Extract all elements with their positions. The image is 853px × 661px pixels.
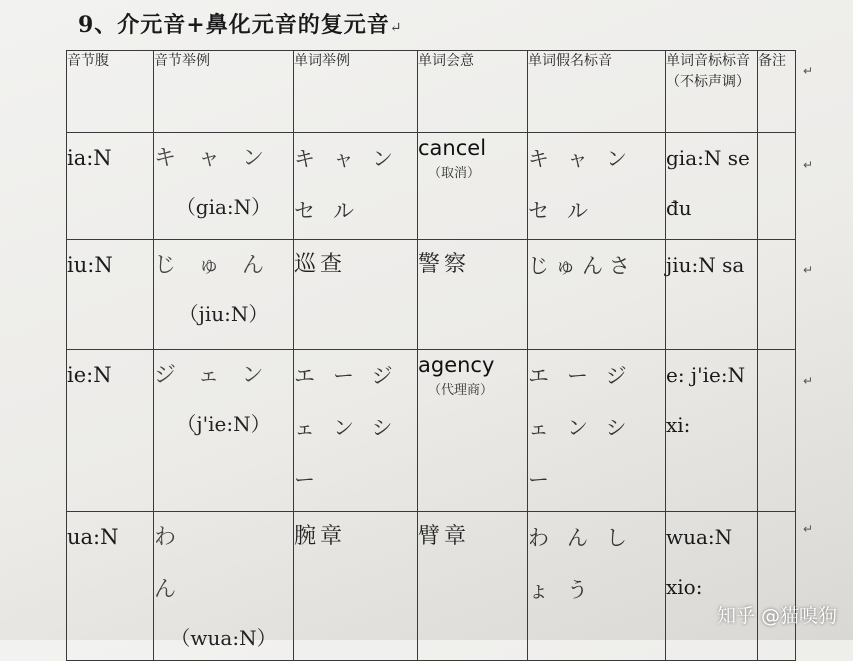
- syllable-kana: じゅん: [154, 253, 287, 278]
- return-mark-icon: ↵: [803, 263, 814, 277]
- phonetic: e: j'ie:N xi:: [666, 350, 758, 512]
- table-header-row: [67, 51, 796, 133]
- return-mark-icon: ↵: [803, 374, 814, 388]
- syllable-roman: （wua:N）: [170, 626, 277, 650]
- phonetic: gia:N se đu: [666, 133, 758, 240]
- note-cell: [758, 133, 796, 240]
- section-heading: [78, 8, 402, 39]
- word-example: 巡查: [294, 240, 418, 350]
- word-meaning: 警察: [418, 240, 528, 350]
- header-note: 备注: [758, 51, 796, 133]
- return-mark-icon: ↵: [803, 522, 814, 536]
- syllable-example: [154, 350, 294, 512]
- section-title: 9、介元音+鼻化元音的复元音: [78, 12, 390, 38]
- meaning-note: （取消）: [428, 166, 481, 181]
- header-syllable-example: 音节举例: [154, 51, 294, 133]
- word-example: 腕章: [294, 512, 418, 661]
- meaning-note: （代理商）: [428, 383, 494, 398]
- syllable-roman: （gia:N）: [175, 195, 272, 219]
- table-row: [67, 240, 796, 350]
- table-row: [67, 133, 796, 240]
- header-word-meaning: 单词会意: [418, 51, 528, 133]
- meaning-text: cancel: [418, 136, 487, 160]
- watermark: 知乎 @猫嗅狗: [716, 605, 837, 627]
- note-cell: [758, 350, 796, 512]
- syllable-table: [66, 50, 796, 661]
- note-cell: [758, 240, 796, 350]
- row-label: iu:N: [67, 240, 154, 350]
- header-kana-reading: 单词假名标音: [528, 51, 666, 133]
- header-word-example: 单词举例: [294, 51, 418, 133]
- kana-reading: じゅんさ: [528, 240, 666, 350]
- meaning-text: agency: [418, 353, 495, 377]
- row-label: ia:N: [67, 133, 154, 240]
- row-label: ua:N: [67, 512, 154, 661]
- word-example: エージェンシー: [294, 350, 418, 512]
- table-row: [67, 512, 796, 661]
- row-label: ie:N: [67, 350, 154, 512]
- syllable-kana: キャン: [154, 146, 287, 171]
- word-meaning: [418, 350, 528, 512]
- header-phonetic: 单词音标标音（不标声调）: [666, 51, 758, 133]
- return-mark-icon: ↵: [803, 158, 814, 172]
- kana-reading: エージェンシー: [528, 350, 666, 512]
- word-meaning: 臂章: [418, 512, 528, 661]
- return-mark-icon: ↵: [389, 20, 403, 36]
- syllable-roman: （j'ie:N）: [176, 412, 271, 436]
- syllable-kana: ジェン: [154, 363, 286, 388]
- word-example: キャンセル: [294, 133, 418, 240]
- syllable-roman: （jiu:N）: [178, 302, 269, 326]
- table-row: [67, 350, 796, 512]
- syllable-example: [154, 133, 294, 240]
- phonetic: jiu:N sa: [666, 240, 758, 350]
- kana-reading: わんしょう: [528, 512, 666, 661]
- kana-reading: キャンセル: [528, 133, 666, 240]
- note-cell: [758, 512, 796, 661]
- header-nucleus: 音节腹: [67, 51, 154, 133]
- syllable-kana: わん: [154, 525, 237, 602]
- phonetic: wua:N xio:: [666, 512, 758, 661]
- syllable-example: [154, 240, 294, 350]
- return-mark-icon: ↵: [803, 64, 814, 78]
- word-meaning: [418, 133, 528, 240]
- syllable-example: [154, 512, 294, 661]
